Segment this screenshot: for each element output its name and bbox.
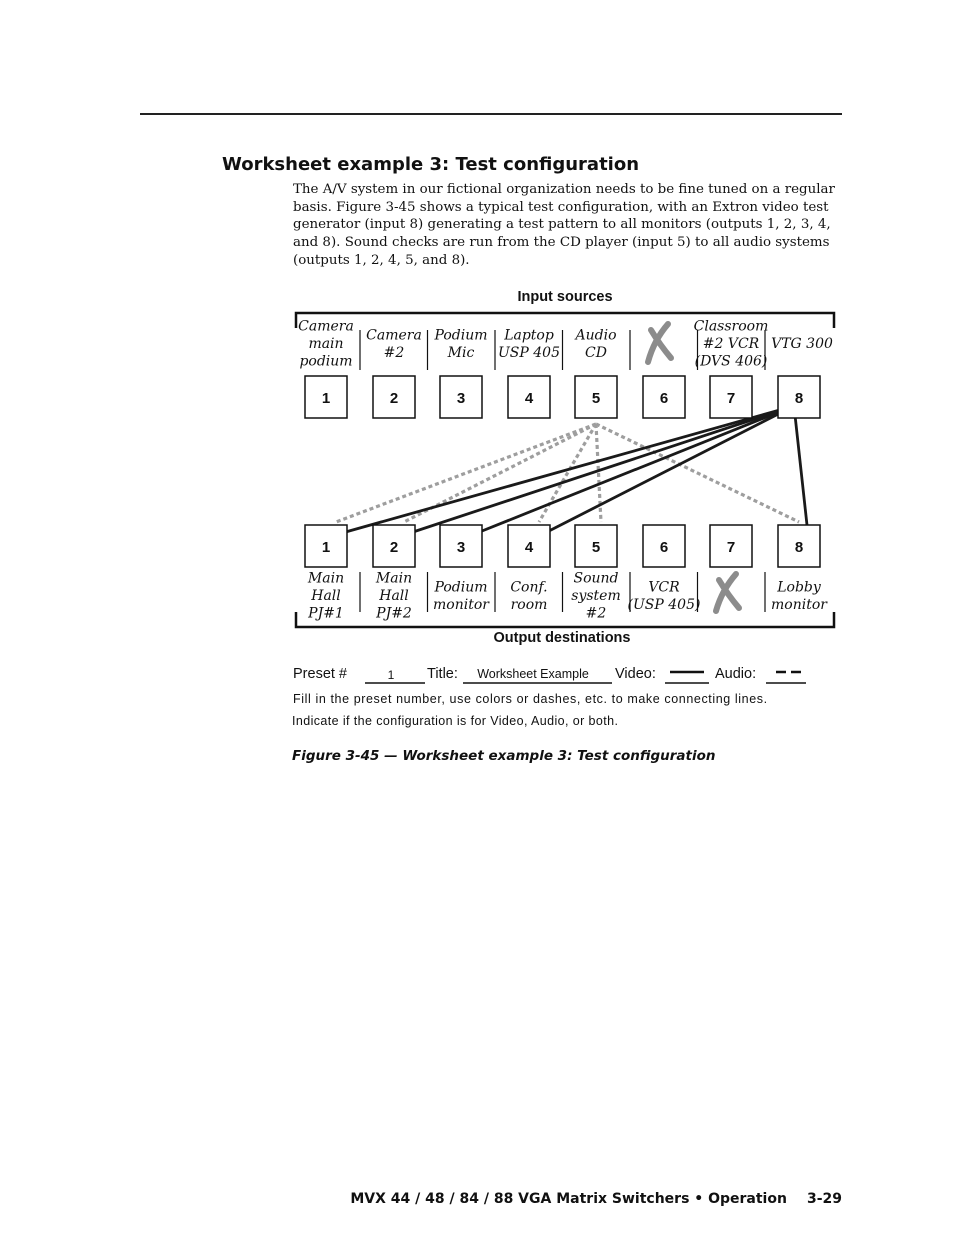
output-5-label-line: #2 [585,605,607,622]
video-tie-line-8-to-1 [342,406,794,533]
video-tie-lines [342,406,807,533]
output-6-label-line: (USP 405) [627,596,701,613]
output-1-label-line: Hall [311,588,341,604]
output-3-number: 3 [456,539,466,556]
paragraph-text: The A/V system in our fictional organization needs to be fine tuned on a regular basis. Figure 3-45 shows a typical test configuration, with an Extron video test generator (input 8) generating a test pattern to all monitors (outputs 1, 2, 3, 4, and 8). Sound checks are run from the CD player (input 5) to all audio systems (outputs 1, 2, 4, 5, and 8). [293,182,835,268]
output-2-label-line: Hall [379,588,409,604]
output-7-number: 7 [726,539,736,556]
output-7-unused-x-icon [716,574,739,611]
input-4-number: 4 [524,390,534,407]
preset-value: 1 [387,668,395,682]
input-1-label-line: Camera [298,318,354,335]
output-4-number: 4 [524,539,534,556]
output-2-number: 2 [389,539,399,556]
outputs-title: Output destinations [493,630,631,646]
input-3-label-line: Mic [447,344,475,361]
output-1-number: 1 [321,539,331,556]
output-8-label-line: monitor [771,596,827,613]
input-6-unused-x-icon [648,324,671,362]
output-8-label-line: Lobby [777,579,821,596]
audio-label: Audio: [715,666,757,682]
preset-label: Preset # [293,666,347,682]
input-7-label-line: Classroom [693,318,769,335]
page-footer [350,1191,842,1207]
input-6-number: 6 [659,390,669,407]
title-value: Worksheet Example [477,667,589,681]
output-6-number: 6 [659,539,669,556]
footer-title: MVX 44 / 48 / 84 / 88 VGA Matrix Switchers • Operation [350,1191,787,1207]
output-5-label-line: Sound [573,570,619,587]
output-1-label-line: PJ#1 [308,605,344,622]
output-boxes [305,525,820,567]
input-1-number: 1 [321,390,331,407]
output-3-label-line: monitor [433,596,489,613]
output-separators [360,572,765,612]
input-5-number: 5 [591,390,601,407]
input-7-number: 7 [726,390,736,407]
output-5-number: 5 [591,539,601,556]
output-2-label-line: PJ#2 [376,605,412,622]
input-8-number: 8 [794,390,804,407]
output-8-number: 8 [794,539,804,556]
output-4-label-line: Conf. [510,579,548,596]
output-4-label-line: room [510,596,548,613]
output-6-label-line: VCR [648,579,680,596]
output-labels [307,571,828,622]
input-2-label-line: #2 [383,344,405,361]
input-5-label-line: Audio [575,327,617,344]
input-1-label-line: podium [299,353,353,370]
output-2-label-line: Main [375,570,413,587]
input-1-label-line: main [308,336,344,352]
input-4-label-line: USP 405 [498,344,560,361]
video-label: Video: [615,666,656,682]
output-5-label-line: system [571,588,621,604]
video-tie-line-8-to-4 [545,406,794,533]
video-tie-line-8-to-2 [410,406,794,533]
input-3-number: 3 [456,390,466,407]
page-number: 3-29 [806,1191,842,1207]
inputs-title: Input sources [517,289,613,305]
instruction-line-1: Fill in the preset number, use colors or dashes, etc. to make connecting lines. [293,692,768,706]
input-3-label-line: Podium [434,327,488,344]
input-5-label-line: CD [585,344,607,361]
instruction-line-2: Indicate if the configuration is for Video, Audio, or both. [292,714,619,728]
input-2-number: 2 [389,390,399,407]
input-2-label-line: Camera [366,327,422,344]
input-8-label-line: VTG 300 [771,336,833,352]
title-label: Title: [427,666,458,682]
input-7-label-line: #2 VCR [702,336,760,352]
section-heading: Worksheet example 3: Test configuration [222,154,640,175]
video-tie-line-8-to-3 [477,406,794,533]
input-labels [298,319,833,370]
input-7-label-line: (DVS 406) [694,353,768,370]
output-3-label-line: Podium [434,579,488,596]
figure-caption: Figure 3-45 — Worksheet example 3: Test configuration [292,748,716,764]
video-tie-line-8-to-8 [794,406,807,525]
input-4-label-line: Laptop [504,327,554,344]
input-boxes [305,376,820,418]
output-1-label-line: Main [307,570,345,587]
